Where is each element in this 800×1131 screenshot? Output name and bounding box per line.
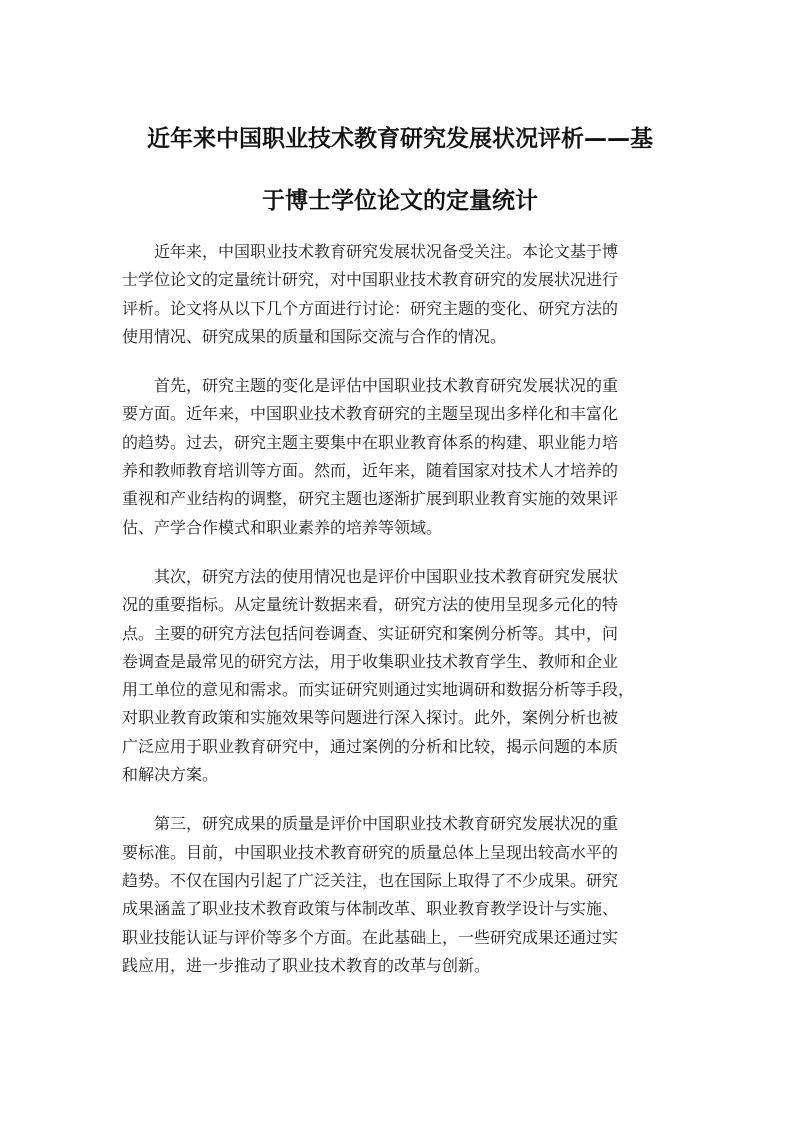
- text-line: 广泛应用于职业教育研究中，通过案例的分析和比较，揭示问题的本质: [122, 736, 619, 756]
- text-line: 近年来，中国职业技术教育研究发展状况备受关注。本论文基于博: [122, 242, 619, 261]
- text-line: 成果涵盖了职业技术教育政策与体制改革、职业教育教学设计与实施、: [122, 899, 619, 919]
- text-line: 卷调查是最常见的研究方法，用于收集职业技术教育学生、教师和企业: [122, 651, 619, 671]
- document-title: [118, 108, 682, 232]
- title-line: 于博士学位论文的定量统计: [262, 188, 538, 214]
- text-line: 点。主要的研究方法包括问卷调查、实证研究和案例分析等。其中，问: [122, 623, 619, 643]
- text-line: 第三，研究成果的质量是评价中国职业技术教育研究发展状况的重: [122, 814, 619, 834]
- text-line: 估、产学合作模式和职业素养的培养等领域。: [122, 517, 443, 537]
- text-line: 要标准。目前，中国职业技术教育研究的质量总体上呈现出较高水平的: [122, 842, 619, 862]
- paragraph-research-methods: [122, 563, 682, 789]
- text-line: 况的重要指标。从定量统计数据来看，研究方法的使用呈现多元化的特: [122, 595, 619, 615]
- text-line: 践应用，进一步推动了职业技术教育的改革与创新。: [122, 955, 491, 975]
- text-line: 趋势。不仅在国内引起了广泛关注，也在国际上取得了不少成果。研究: [122, 870, 619, 890]
- text-line: 养和教师教育培训等方面。然而，近年来，随着国家对技术人才培养的: [122, 461, 619, 481]
- title-line: 近年来中国职业技术教育研究发展状况评析——基: [147, 126, 653, 152]
- document-body: [122, 238, 682, 1001]
- text-line: 对职业教育政策和实施效果等问题进行深入探讨。此外，案例分析也被: [122, 708, 619, 728]
- text-line: 的趋势。过去，研究主题主要集中在职业教育体系的构建、职业能力培: [122, 432, 619, 452]
- paragraph-research-quality: [122, 810, 682, 980]
- text-line: 其次，研究方法的使用情况也是评价中国职业技术教育研究发展状: [122, 566, 619, 586]
- text-line: 首先，研究主题的变化是评估中国职业技术教育研究发展状况的重: [122, 376, 619, 396]
- text-line: 职业技能认证与评价等多个方面。在此基础上，一些研究成果还通过实: [122, 927, 619, 947]
- text-line: 要方面。近年来，中国职业技术教育研究的主题呈现出多样化和丰富化: [122, 404, 619, 424]
- text-line: 评析。论文将从以下几个方面进行讨论：研究主题的变化、研究方法的: [122, 298, 619, 318]
- text-line: 士学位论文的定量统计研究，对中国职业技术教育研究的发展状况进行: [122, 270, 619, 290]
- text-line: 重视和产业结构的调整，研究主题也逐渐扩展到职业教育实施的效果评: [122, 489, 619, 509]
- text-line: 使用情况、研究成果的质量和国际交流与合作的情况。: [122, 326, 507, 346]
- paragraph-intro: [122, 238, 682, 351]
- text-line: 和解决方案。: [122, 765, 219, 785]
- paragraph-research-topics: [122, 372, 682, 542]
- text-line: 用工单位的意见和需求。而实证研究则通过实地调研和数据分析等手段，: [122, 680, 635, 700]
